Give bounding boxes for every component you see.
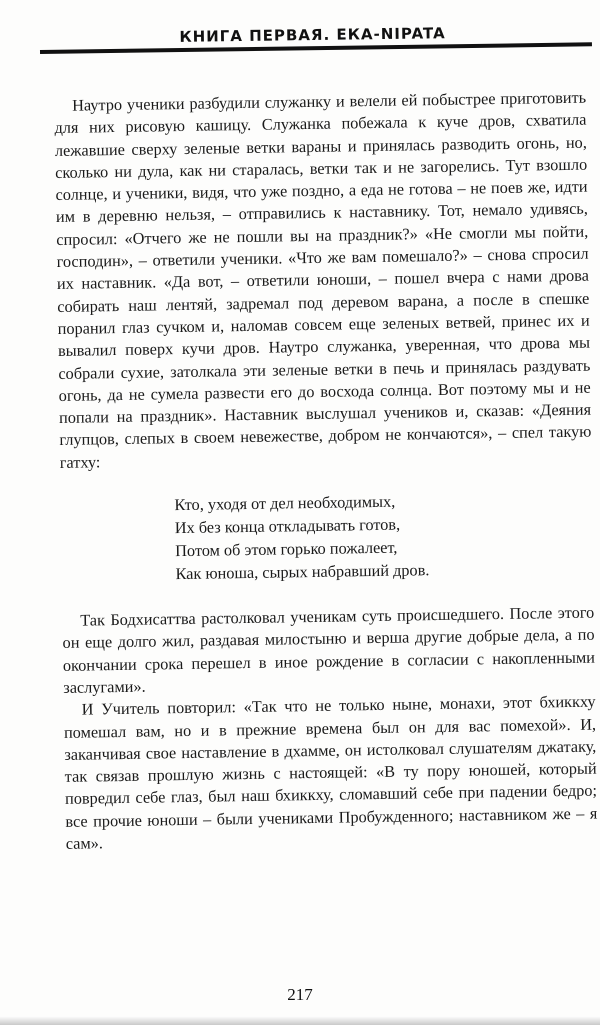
verse-line-2: Их без конца откладывать готов, bbox=[174, 514, 401, 538]
paragraph-3: И Учитель повторил: «Так что не только ныне, монахи, этот бхиккху помешал вам, но и в прежние времена был он для вас помехой». И, заканчивая свое наставление в дхамме, он истолковал слушателям джатаку, так связав прошлую жизнь с настоящей: «В ту пору юношей, который повредил себе глаз, был наш бхиккху, сломавший себе при падении бедро; все прочие юноши – были учениками Пробужденного; наставником же – я сам». bbox=[63, 691, 598, 853]
gatha-verse bbox=[60, 487, 593, 587]
scan-edge bbox=[0, 1016, 600, 1025]
verse-line-4: Как юноша, сырых набравший дров. bbox=[175, 560, 430, 584]
page-number: 217 bbox=[287, 985, 313, 1004]
paragraph-2: Так Бодхисаттва растолковал ученикам суть происшедшего. После этого он еще долго жил, раздавая милостыню и верша другие добрые дела, а по окончании срока перешел в иное рождение в согласии с накопленными заслугами». bbox=[62, 602, 596, 697]
running-title: КНИГА ПЕРВАЯ. ЕКА-NIPATA bbox=[179, 24, 446, 46]
verse-line-3: Потом об этом горько пожалеет, bbox=[175, 537, 398, 561]
paragraph-1: Наутро ученики разбудили служанку и велели ей побыстрее приготовить для них рисовую кашицу. Служанка побежала к куче дров, схватила лежавшие сверху зеленые ветки вараны и принялась разводить огонь, но, сколько ни дула, как ни старалась, ветки так и не загорелись. Тут взошло солнце, и ученики, видя, что уже поздно, а еда не готова – не поев же, идти им в деревню нельзя, – отправились к наставнику. Тот, немало удивясь, спросил: «Отчего же не пошли вы на праздник?» «Не смогли мы пойти, господин», – ответили ученики. «Что же вам помешало?» – снова спросил их наставник. «Да вот, – ответили юноши, – пошел вчера с нами дрова собирать наш лентяй, задремал под деревом варана, а после в спешке поранил глаз сучком и, наломав совсем еще зеленых ветвей, принес их и вывалил поверх кучи дров. Наутро служанка, уверенная, что дрова мы собрали сухие, затолкала эти зеленые ветки в печь и принялась раздувать огонь, да не сумела развести его до восхода солнца. Вот поэтому мы и не попали на праздник». Наставник выслушал учеников и, сказав: «Деяния глупцов, слепых в своем невежестве, добром не кончаются», – спел такую гатху: bbox=[54, 87, 592, 472]
verse-line-1: Кто, уходя от дел необходимых, bbox=[174, 491, 396, 515]
main-text bbox=[54, 87, 598, 856]
